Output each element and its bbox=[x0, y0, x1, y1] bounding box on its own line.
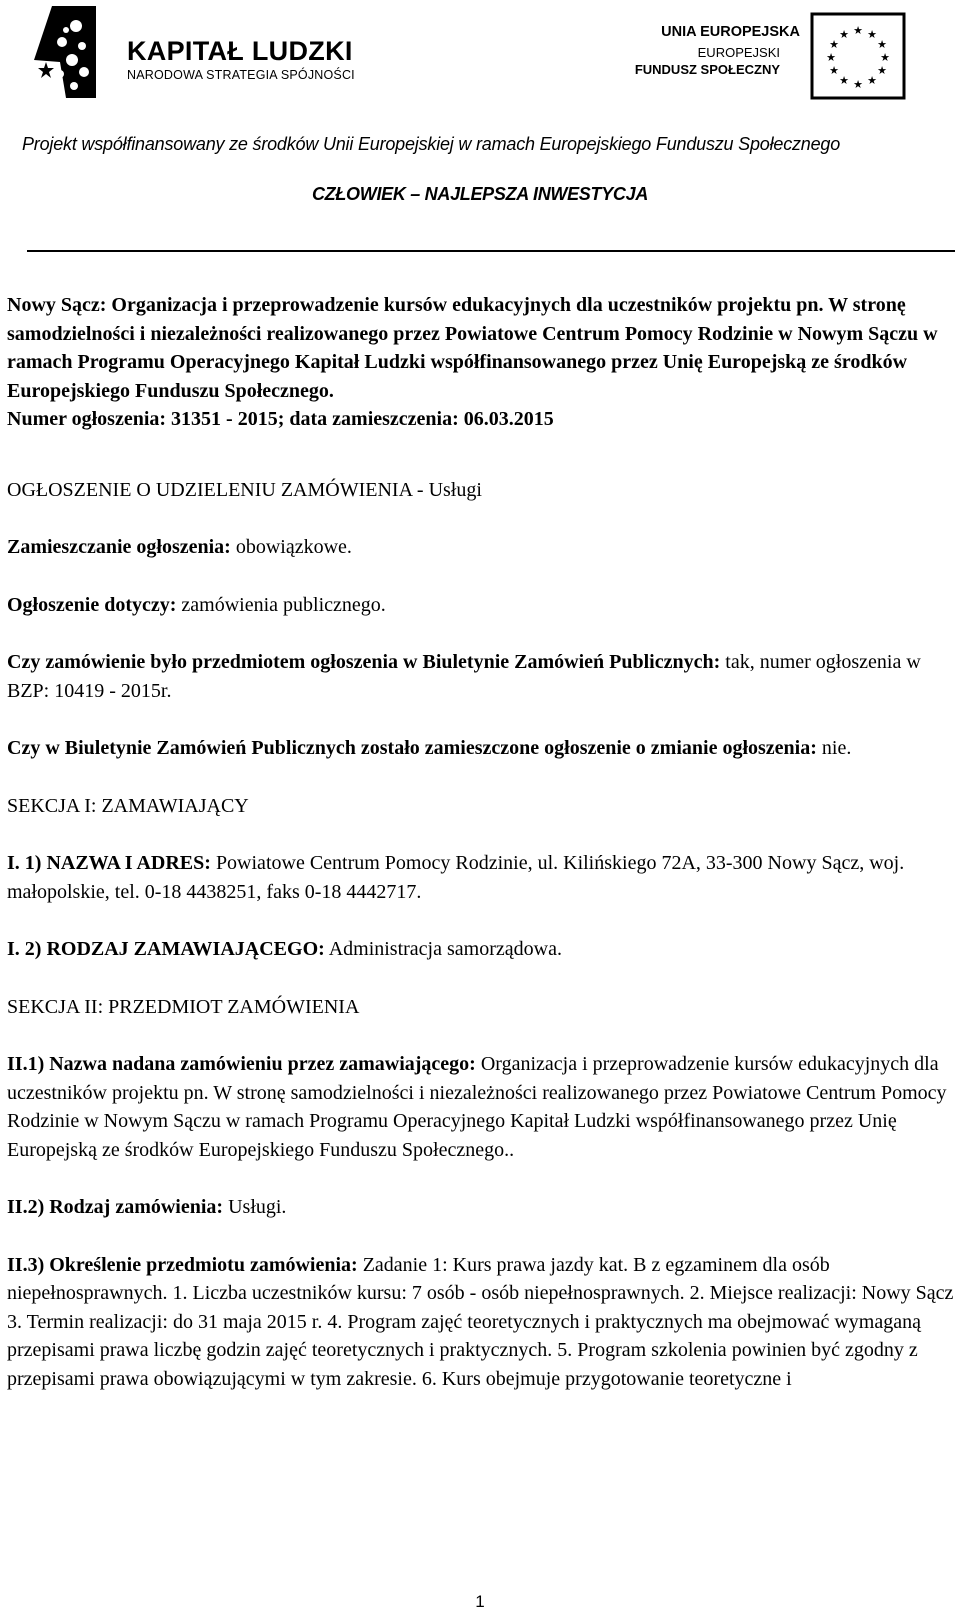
contract-subject-value: Zadanie 1: Kurs prawa jazdy kat. B z egzaminem dla osób niepełnosprawnych. 1. Liczba uczestników kursu: 7 osób - osób niepełnosprawnych. 2. Miejsce realizacji: Nowy Sącz 3. Termin realizacji: do 31 maja 2015 r. 4. Program zajęć teoretycznych i praktycznych ma obejmować wymaganą przepisami prawa liczbę godzin zajęć teoretycznych i praktycznych. 5. Program szkolenia powinien być zgodny z przepisami prawa obowiązującymi w tym zakresie. 6. Kurs obejmuje przygotowanie teoretyczne i bbox=[7, 1253, 954, 1390]
notice-type: OGŁOSZENIE O UDZIELENIU ZAMÓWIENIA - Usługi bbox=[7, 478, 482, 501]
contract-subject-label: II.3) Określenie przedmiotu zamówienia: bbox=[7, 1253, 358, 1276]
contracting-type-value: Administracja samorządowa. bbox=[324, 938, 562, 960]
svg-text:★: ★ bbox=[877, 64, 887, 77]
bzp-change-field bbox=[7, 734, 957, 763]
svg-text:★: ★ bbox=[829, 64, 839, 77]
contracting-type-label: I. 2) RODZAJ ZAMAWIAJĄCEGO: bbox=[7, 938, 325, 960]
svg-text:★: ★ bbox=[839, 28, 849, 41]
kapital-ludzki-title: KAPITAŁ LUDZKI bbox=[127, 36, 353, 66]
header-divider bbox=[27, 250, 955, 252]
svg-text:★: ★ bbox=[867, 28, 877, 41]
svg-text:★: ★ bbox=[853, 78, 863, 91]
ue-line3: FUNDUSZ SPOŁECZNY bbox=[634, 62, 780, 77]
publication-value: obowiązkowe. bbox=[230, 536, 352, 558]
svg-text:★: ★ bbox=[877, 38, 887, 51]
bzp-change-value: nie. bbox=[816, 737, 852, 759]
contract-name-label: II.1) Nazwa nadana zamówieniu przez zamawiającego: bbox=[7, 1053, 476, 1075]
ue-line2: EUROPEJSKI bbox=[697, 45, 780, 60]
bzp-change-label: Czy w Biuletynie Zamówień Publicznych zostało zamieszczone ogłoszenie o zmianie ogłoszenia: bbox=[7, 737, 817, 759]
svg-text:★: ★ bbox=[853, 24, 863, 37]
svg-text:★: ★ bbox=[839, 74, 849, 87]
bzp-value: tak, numer ogłoszenia w BZP: 10419 - 2015r. bbox=[7, 651, 921, 702]
name-address-label: I. 1) NAZWA I ADRES: bbox=[7, 852, 211, 874]
notice-title bbox=[7, 291, 957, 434]
svg-text:★: ★ bbox=[880, 51, 890, 64]
project-cofinancing-line: Projekt współfinansowany ze środków Unii Europejskiej w ramach Europejskiego Funduszu Społecznego bbox=[22, 134, 841, 154]
eu-flag-icon bbox=[810, 12, 906, 100]
contract-type-label: II.2) Rodzaj zamówienia: bbox=[7, 1196, 224, 1218]
svg-text:★: ★ bbox=[867, 74, 877, 87]
publication-label: Zamieszczanie ogłoszenia: bbox=[7, 536, 231, 558]
notice-title-text: Nowy Sącz: Organizacja i przeprowadzenie kursów edukacyjnych dla uczestników projektu pn. W stronę samodzielności i niezależności realizowanego przez Powiatowe Centrum Pomocy Rodzinie w Nowym Sączu w ramach Programu Operacyjnego Kapitał Ludzki współfinansowanego przez Unię Europejską ze środków Europejskiego Funduszu Społecznego. bbox=[7, 294, 938, 402]
kapital-ludzki-emblem-icon bbox=[30, 2, 122, 107]
page-number: 1 bbox=[475, 1592, 485, 1611]
motto: CZŁOWIEK – NAJLEPSZA INWESTYCJA bbox=[311, 184, 649, 204]
svg-text:★: ★ bbox=[826, 51, 836, 64]
notice-content bbox=[7, 291, 957, 1393]
section-1-title: SEKCJA I: ZAMAWIAJĄCY bbox=[7, 794, 249, 817]
concerns-value: zamówienia publicznego. bbox=[176, 593, 386, 616]
name-address-value: Powiatowe Centrum Pomocy Rodzinie, ul. Kilińskiego 72A, 33-300 Nowy Sącz, woj. małopolskie, tel. 0-18 4438251, faks 0-18 4442717. bbox=[7, 852, 905, 903]
bzp-label: Czy zamówienie było przedmiotem ogłoszenia w Biuletynie Zamówień Publicznych: bbox=[7, 651, 721, 673]
ue-efs-logo bbox=[630, 12, 910, 107]
concerns-field bbox=[7, 591, 957, 620]
contract-name-field bbox=[7, 1050, 957, 1164]
contract-subject-field bbox=[7, 1251, 957, 1394]
bzp-field bbox=[7, 648, 957, 705]
contract-name-value: Organizacja i przeprowadzenie kursów edukacyjnych dla uczestników projektu pn. W stronę samodzielności i niezależności realizowanego przez Powiatowe Centrum Pomocy Rodzinie w Nowym Sączu w ramach Programu Operacyjnego Kapitał Ludzki współfinansowanego przez Unię Europejską ze środków Europejskiego Funduszu Społecznego.. bbox=[7, 1053, 947, 1161]
kapital-ludzki-subtitle: NARODOWA STRATEGIA SPÓJNOŚCI bbox=[127, 68, 355, 82]
section-2-title: SEKCJA II: PRZEDMIOT ZAMÓWIENIA bbox=[7, 995, 360, 1018]
ue-title: UNIA EUROPEJSKA bbox=[661, 24, 800, 40]
publication-field bbox=[7, 533, 957, 562]
svg-text:★: ★ bbox=[829, 38, 839, 51]
concerns-label: Ogłoszenie dotyczy: bbox=[7, 593, 177, 616]
notice-number-line: Numer ogłoszenia: 31351 - 2015; data zamieszczenia: 06.03.2015 bbox=[7, 408, 554, 430]
contract-type-value: Usługi. bbox=[223, 1196, 287, 1218]
contract-type-field bbox=[7, 1193, 957, 1222]
name-address-field bbox=[7, 849, 957, 906]
contracting-type-field bbox=[7, 935, 957, 964]
kapital-ludzki-logo bbox=[30, 2, 360, 110]
